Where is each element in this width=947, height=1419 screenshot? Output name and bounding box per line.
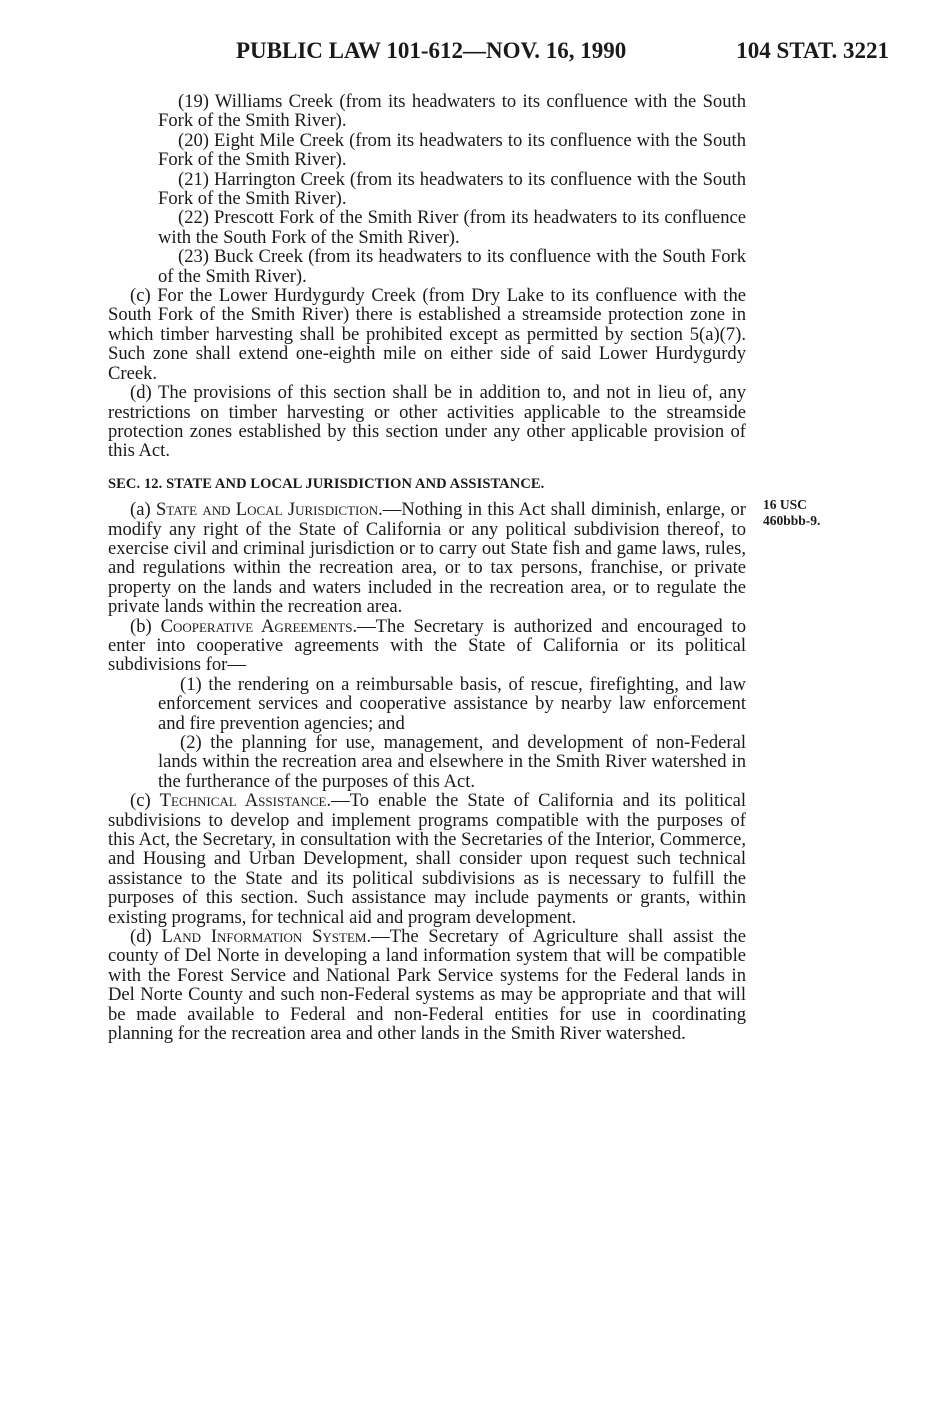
section-12-heading: SEC. 12. STATE AND LOCAL JURISDICTION AND ASSISTANCE. <box>108 475 545 492</box>
document-body <box>108 92 746 1044</box>
section-12-a-label: (a) <box>130 499 156 521</box>
section-12-b <box>108 617 746 675</box>
paragraph-20: (20) Eight Mile Creek (from its headwaters to its confluence with the South Fork of the Smith River). <box>158 129 746 171</box>
page-header <box>0 38 947 78</box>
paragraph-23: (23) Buck Creek (from its headwaters to its confluence with the South Fork of the Smith River). <box>158 246 746 287</box>
margin-note-line-1: 16 USC <box>763 497 807 512</box>
section-12-c <box>108 791 746 927</box>
section-12-d-text: .—The Secretary of Agriculture shall assist the county of Del Norte in developing a land information system that will be compatible with the Forest Service and National Park Service systems for the Federal lands in Del Norte County and such non-Federal systems as may be appropriate and that will be made available to Federal and non-Federal entities for use in coordinating planning for the recreation area and other lands in the Smith River watershed. <box>108 926 746 1045</box>
section-12-b-2: (2) the planning for use, management, and development of non-Federal lands within the recreation area and elsewhere in the Smith River watershed in the furtherance of the purposes of this Act. <box>158 732 746 792</box>
section-12-d-title: Land Information System <box>161 926 367 948</box>
section-12-b-1: (1) the rendering on a reimbursable basis, of rescue, firefighting, and law enforcement services and cooperative assistance by nearby law enforcement and fire prevention agencies; and <box>158 673 746 734</box>
header-stat-citation: 104 STAT. 3221 <box>736 38 889 63</box>
margin-note-line-2: 460bbb-9. <box>763 513 821 528</box>
section-12-b-title: Cooperative Agreements <box>160 615 353 637</box>
section-12-c-title: Technical Assistance <box>159 790 327 812</box>
paragraph-c: (c) For the Lower Hurdygurdy Creek (from Dry Lake to its confluence with the South Fork of the Smith River) there is established a streamside protection zone in which timber harvesting shall be prohibited except as permitted by section 5(a)(7). Such zone shall extend one-eighth mile on either side of said Lower Hurdygurdy Creek. <box>108 285 746 384</box>
paragraph-d: (d) The provisions of this section shall be in addition to, and not in lieu of, any restrictions on timber harvesting or other activities applicable to the streamside protection zones established by this section under any other applicable provision of this Act. <box>108 382 746 462</box>
paragraph-21: (21) Harrington Creek (from its headwaters to its confluence with the South Fork of the Smith River). <box>158 168 746 210</box>
section-12-c-label: (c) <box>130 790 160 812</box>
section-12-a <box>108 500 746 616</box>
section-12-b-text: .—The Secretary is authorized and encouraged to enter into cooperative agreements with the State of California or its political subdivisions for— <box>108 615 746 676</box>
margin-note <box>763 497 853 529</box>
section-12-d-label: (d) <box>130 926 162 948</box>
section-12-c-text: .—To enable the State of California and its political subdivisions to develop and implement programs compatible with the purposes of this Act, the Secretary, in consultation with the Secretaries of the Interior, Commerce, and Housing and Urban Development, shall consider upon request such technical assistance to the State and its political subdivisions as is necessary to fulfill the purposes of this section. Such assistance may include payments or grants, within existing programs, for technical aid and program development. <box>108 790 746 928</box>
paragraph-22: (22) Prescott Fork of the Smith River (from its headwaters to its confluence with the South Fork of the Smith River). <box>158 207 746 248</box>
section-12-b-label: (b) <box>130 615 161 637</box>
header-title: PUBLIC LAW 101-612—NOV. 16, 1990 <box>236 38 627 63</box>
paragraph-19: (19) Williams Creek (from its headwaters to its confluence with the South Fork of the Smith River). <box>158 91 746 132</box>
section-12-d <box>108 927 746 1043</box>
section-12-a-text: .—Nothing in this Act shall diminish, enlarge, or modify any right of the State of California or any political subdivision thereof, to exercise civil and criminal jurisdiction or to carry out State fish and game laws, rules, and regulations within the recreation area, or to tax persons, franchise, or private property on the lands and waters included in the recreation area, or to regulate the private lands within the recreation area. <box>108 499 746 618</box>
section-12-a-title: State and Local Jurisdiction <box>155 499 379 521</box>
